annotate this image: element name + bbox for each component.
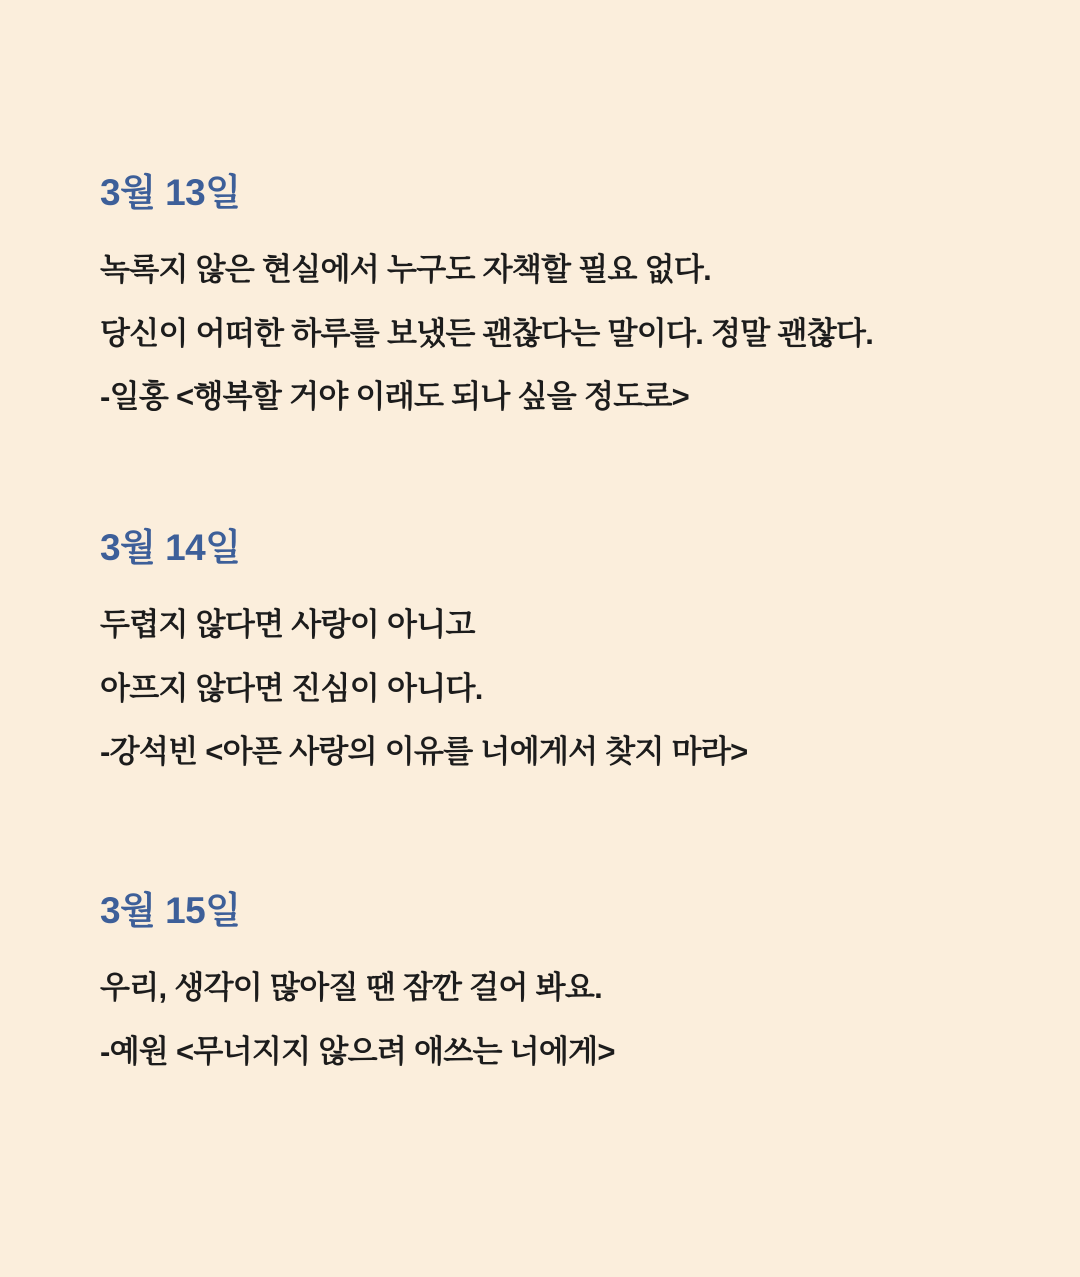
quote-line: 아프지 않다면 진심이 아니다. <box>100 670 483 706</box>
entry-date: 3월 13일 <box>100 172 241 213</box>
entry-date: 3월 14일 <box>100 526 241 568</box>
quote-entry-1 <box>100 170 990 429</box>
entry-body <box>100 956 990 1083</box>
quote-line: 우리, 생각이 많아질 땐 잠깐 걸어 봐요. <box>100 970 602 1006</box>
entry-date: 3월 15일 <box>100 889 241 931</box>
entry-body <box>100 238 990 429</box>
quote-attribution: -강석빈 <아픈 사랑의 이유를 너에게서 찾지 마라> <box>100 734 748 770</box>
quote-attribution: -예원 <무너지지 않으려 애쓰는 너에게> <box>100 1033 615 1069</box>
quote-entry-2 <box>100 525 990 784</box>
entry-body <box>100 593 990 784</box>
quote-line: 당신이 어떠한 하루를 보냈든 괜찮다는 말이다. 정말 괜찮다. <box>100 315 874 351</box>
quote-attribution: -일홍 <행복할 거야 이래도 되나 싶을 정도로> <box>100 379 690 415</box>
quote-line: 두렵지 않다면 사랑이 아니고 <box>100 607 475 643</box>
quote-entry-3 <box>100 888 990 1083</box>
quote-line: 녹록지 않은 현실에서 누구도 자책할 필요 없다. <box>100 252 712 288</box>
